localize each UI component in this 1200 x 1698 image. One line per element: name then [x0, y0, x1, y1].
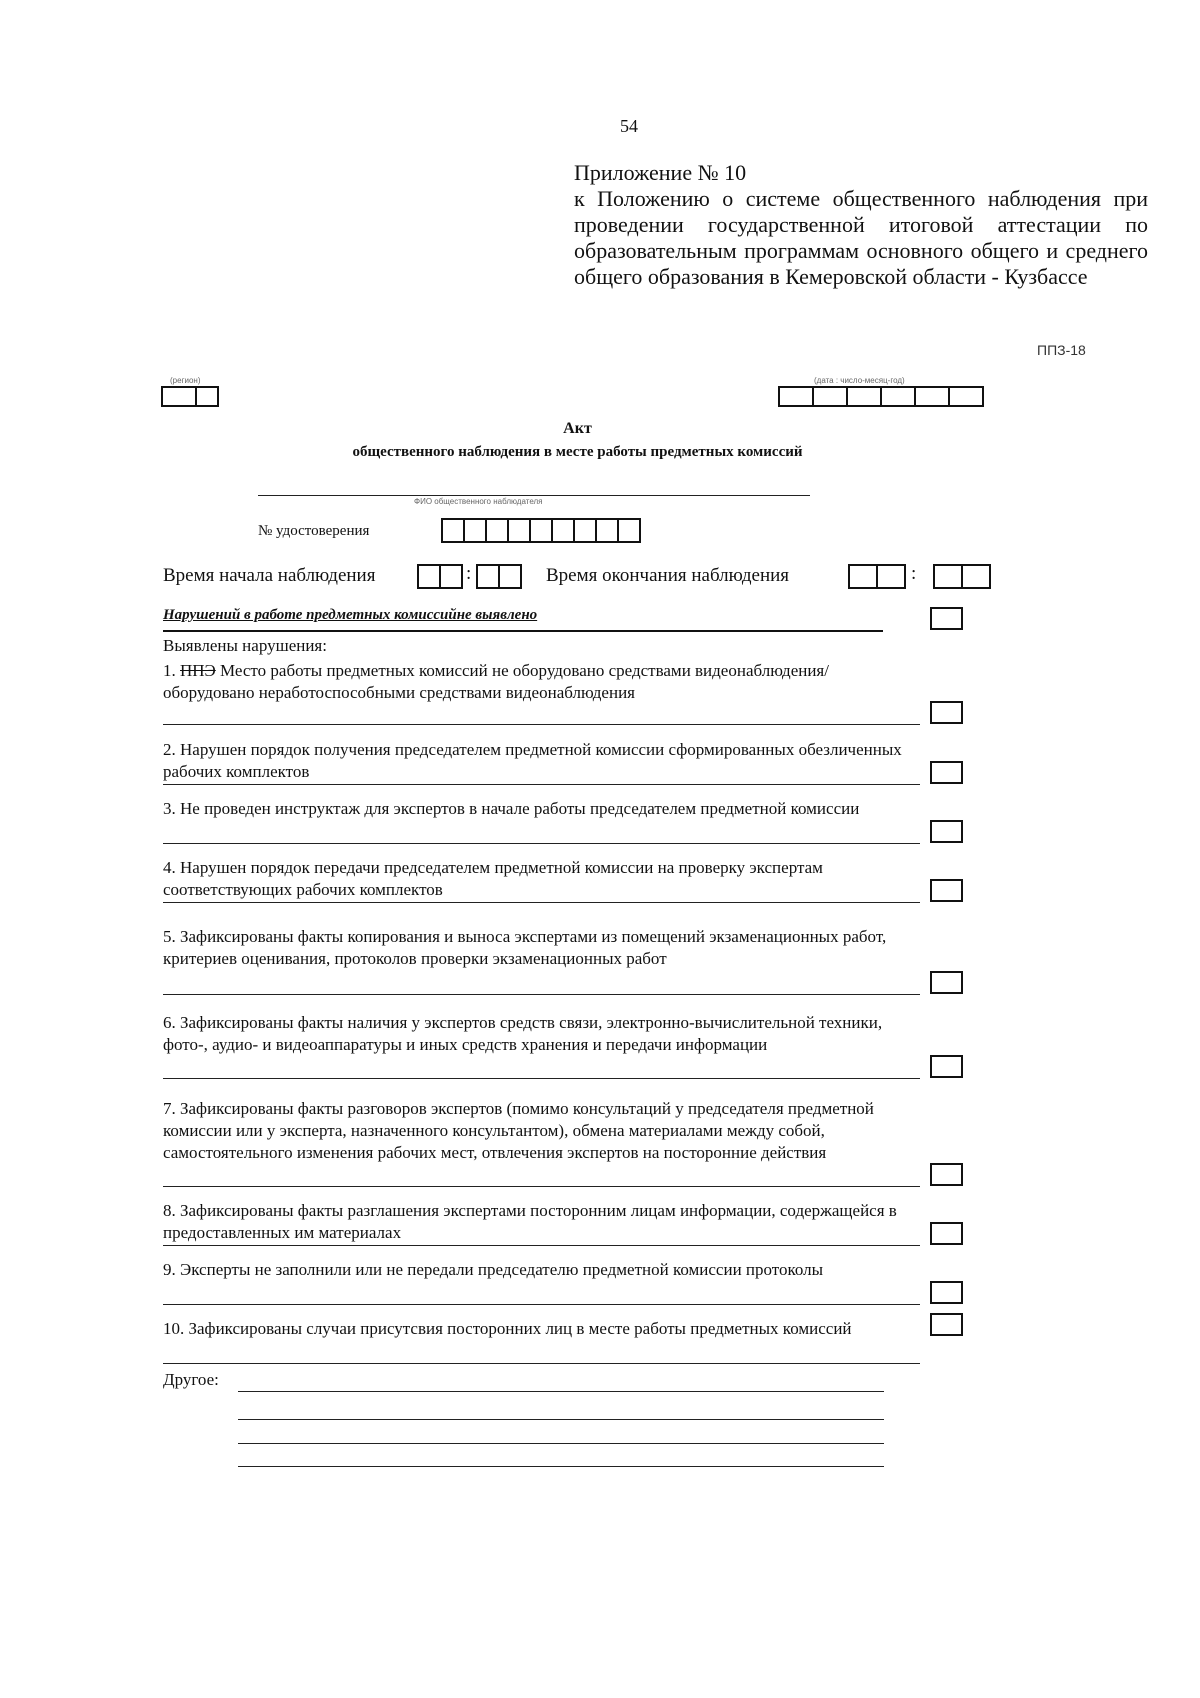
- certificate-cell[interactable]: [529, 518, 553, 543]
- act-title: Акт: [563, 420, 592, 437]
- item-underline: [163, 994, 920, 995]
- certificate-cell[interactable]: [485, 518, 509, 543]
- end-minutes-cells: [935, 564, 991, 589]
- certificate-cells: [443, 518, 641, 543]
- item-underline: [163, 843, 920, 844]
- certificate-cell[interactable]: [595, 518, 619, 543]
- date-cell[interactable]: [846, 386, 882, 407]
- violation-checkbox-3[interactable]: [930, 820, 963, 843]
- observer-name-line[interactable]: [258, 495, 810, 496]
- other-line[interactable]: [238, 1419, 884, 1420]
- other-line[interactable]: [238, 1391, 884, 1392]
- date-caption: (дата : число-месяц-год): [814, 376, 905, 385]
- start-minute-cell[interactable]: [498, 564, 522, 589]
- violation-item-1: [163, 660, 920, 704]
- item-underline: [163, 1186, 920, 1187]
- violation-checkbox-1[interactable]: [930, 701, 963, 724]
- violation-checkbox-2[interactable]: [930, 761, 963, 784]
- item-underline: [163, 724, 920, 725]
- no-violations-checkbox[interactable]: [930, 607, 963, 630]
- certificate-cell[interactable]: [617, 518, 641, 543]
- end-hours-cells: [850, 564, 906, 589]
- end-minute-cell[interactable]: [961, 564, 991, 589]
- appendix-header: [574, 160, 1148, 290]
- violation-item-6: 6. Зафиксированы факты наличия у экспертов средств связи, электронно-вычислительной техники, фото-, аудио- и видеоаппаратуры и иных средств хранения и передачи информации: [163, 1013, 883, 1054]
- appendix-text: к Положению о системе общественного наблюдения при проведении государственной итоговой аттестации по образовательным программам основного общего и среднего общего образования в Кемеровской области - Кузбассе: [574, 186, 1148, 289]
- item-underline: [163, 1245, 920, 1246]
- appendix-title: Приложение № 10: [574, 160, 747, 185]
- form-code: ППЗ-18: [1037, 342, 1086, 358]
- end-minute-cell[interactable]: [933, 564, 963, 589]
- violation-item-9: 9. Эксперты не заполнили или не передали председателю предметной комиссии протоколы: [163, 1260, 824, 1279]
- date-cell[interactable]: [812, 386, 848, 407]
- act-subtitle: общественного наблюдения в месте работы предметных комиссий: [352, 444, 803, 460]
- date-cell[interactable]: [778, 386, 814, 407]
- certificate-cell[interactable]: [463, 518, 487, 543]
- no-violations-text: Нарушений в работе предметных комиссийне выявлено: [163, 607, 538, 623]
- item-underline: [163, 1363, 920, 1364]
- violation-checkbox-9[interactable]: [930, 1281, 963, 1304]
- violation-checkbox-10[interactable]: [930, 1313, 963, 1336]
- end-hour-cell[interactable]: [848, 564, 878, 589]
- certificate-label: № удостоверения: [258, 523, 370, 539]
- violation-checkbox-4[interactable]: [930, 879, 963, 902]
- region-caption: (регион): [170, 376, 201, 385]
- struck-text: ППЭ: [180, 661, 216, 680]
- certificate-cell[interactable]: [551, 518, 575, 543]
- violation-checkbox-6[interactable]: [930, 1055, 963, 1078]
- start-time-separator: :: [466, 563, 472, 584]
- region-cell[interactable]: [161, 386, 197, 407]
- violation-item-2: 2. Нарушен порядок получения председателем предметной комиссии сформированных обезличенных рабочих комплектов: [163, 740, 902, 781]
- page-number: 54: [620, 116, 638, 136]
- observer-caption: ФИО общественного наблюдателя: [414, 497, 543, 506]
- end-time-separator: :: [911, 563, 917, 584]
- start-hours-cells: [419, 564, 463, 589]
- date-cell[interactable]: [914, 386, 950, 407]
- start-hour-cell[interactable]: [439, 564, 463, 589]
- item-underline: [163, 1304, 920, 1305]
- item-underline: [163, 1078, 920, 1079]
- violation-number: 1.: [163, 661, 176, 680]
- violation-checkbox-7[interactable]: [930, 1163, 963, 1186]
- date-cell[interactable]: [880, 386, 916, 407]
- start-minutes-cells: [478, 564, 522, 589]
- other-line[interactable]: [238, 1466, 884, 1467]
- start-hour-cell[interactable]: [417, 564, 441, 589]
- certificate-cell[interactable]: [507, 518, 531, 543]
- certificate-cell[interactable]: [573, 518, 597, 543]
- violation-item-7: 7. Зафиксированы факты разговоров экспертов (помимо консультаций у председателя предметной комиссии или у эксперта, назначенного консультантом), обмена материалами между собой, самостоятельного изменения рабочих мест, отвлечения экспертов на посторонние действия: [163, 1099, 874, 1162]
- end-time-label: Время окончания наблюдения: [546, 565, 790, 586]
- region-cell[interactable]: [195, 386, 219, 407]
- violation-text: Место работы предметных комиссий не оборудовано средствами видеонаблюдения/оборудовано неработоспособными средствами видеонаблюдения: [163, 661, 829, 702]
- date-cells: [780, 386, 984, 407]
- start-time-label: Время начала наблюдения: [163, 565, 376, 586]
- violations-found-label: Выявлены нарушения:: [163, 636, 327, 655]
- date-cell[interactable]: [948, 386, 984, 407]
- no-violations-underline: [163, 630, 883, 632]
- violation-item-3: 3. Не проведен инструктаж для экспертов в начале работы председателем предметной комиссии: [163, 799, 860, 818]
- region-code-cells: [163, 386, 219, 407]
- violation-item-10: 10. Зафиксированы случаи присутсвия посторонних лиц в месте работы предметных комиссий: [163, 1319, 852, 1338]
- other-line[interactable]: [238, 1443, 884, 1444]
- certificate-cell[interactable]: [441, 518, 465, 543]
- item-underline: [163, 784, 920, 785]
- other-label: Другое:: [163, 1370, 219, 1389]
- violation-item-8: 8. Зафиксированы факты разглашения экспертами посторонним лицам информации, содержащейся в предоставленных им материалах: [163, 1201, 897, 1242]
- violation-checkbox-8[interactable]: [930, 1222, 963, 1245]
- violation-item-5: 5. Зафиксированы факты копирования и выноса экспертами из помещений экзаменационных работ, критериев оценивания, протоколов проверки экзаменационных работ: [163, 927, 887, 968]
- violation-item-4: 4. Нарушен порядок передачи председателем предметной комиссии на проверку экспертам соответствующих рабочих комплектов: [163, 858, 823, 899]
- item-underline: [163, 902, 920, 903]
- end-hour-cell[interactable]: [876, 564, 906, 589]
- start-minute-cell[interactable]: [476, 564, 500, 589]
- violation-checkbox-5[interactable]: [930, 971, 963, 994]
